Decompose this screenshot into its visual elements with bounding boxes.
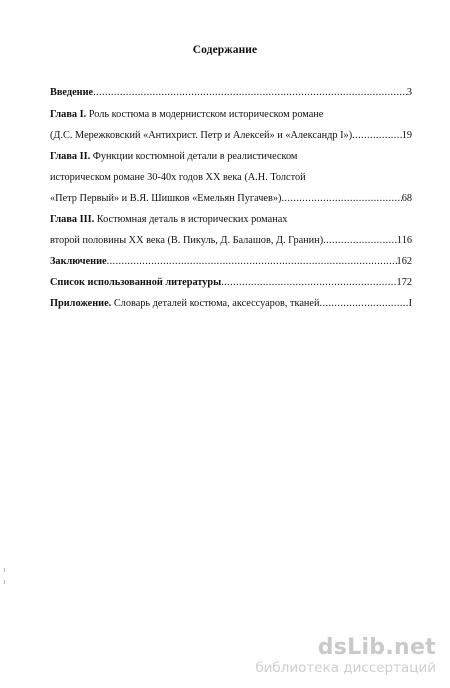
toc-entry-label: Словарь деталей костюма, аксессуаров, тканей: [111, 298, 320, 309]
dot-leader: [323, 230, 397, 251]
toc-entry-conclusion: [50, 251, 412, 272]
dot-leader: [93, 82, 407, 103]
scan-speck: [4, 580, 5, 584]
toc-entry-chapter-number: Глава III.: [50, 214, 95, 225]
toc-entry-appendix: [50, 293, 412, 314]
toc-entry-introduction: [50, 82, 412, 103]
toc-entry-chapter-3-cont: [50, 230, 412, 251]
scan-speck: [4, 568, 5, 572]
page-title: Содержание: [192, 44, 258, 56]
toc-entry-label: Функции костюмной детали в реалистическом: [90, 151, 298, 162]
dot-leader: [107, 251, 397, 272]
toc-entry-bibliography: [50, 272, 412, 293]
dot-leader: [221, 272, 396, 293]
toc-entry-label: (Д.С. Мережковский «Антихрист. Петр и Алексей» и «Александр I»): [50, 130, 353, 141]
toc-entry-chapter-number: Глава I.: [50, 109, 87, 120]
toc-entry-chapter-2-cont: [50, 167, 412, 188]
toc-entry-page: 172: [396, 277, 412, 288]
toc-entry-label: историческом романе 30-40х годов XX века (А.Н. Толстой: [50, 172, 306, 183]
toc-entry-label: второй половины XX века (В. Пикуль, Д. Балашов, Д. Гранин): [50, 235, 324, 246]
watermark: [255, 636, 436, 676]
table-of-contents: [50, 82, 412, 314]
toc-entry-label: Заключение: [50, 256, 107, 267]
toc-entry-label: Костюмная деталь в исторических романах: [94, 214, 288, 225]
toc-entry-chapter-number: Глава II.: [50, 151, 91, 162]
toc-entry-page: 116: [396, 235, 412, 246]
toc-entry-chapter-number: Приложение.: [50, 298, 112, 309]
toc-entry-chapter-2: [50, 146, 412, 167]
watermark-logo: dsLib.net: [317, 635, 436, 660]
toc-entry-chapter-1-cont: [50, 125, 412, 146]
toc-entry-label: «Петр Первый» и В.Я. Шишков «Емельян Пугачев»): [50, 193, 282, 204]
dot-leader: [352, 125, 402, 146]
toc-entry-label: Роль костюма в модернистском историческом романе: [86, 109, 324, 120]
toc-entry-chapter-1: [50, 104, 412, 125]
toc-entry-label: Список использованной литературы: [50, 277, 222, 288]
toc-entry-page: 3: [406, 87, 412, 98]
dot-leader: [320, 293, 409, 314]
toc-entry-chapter-2-cont-2: [50, 188, 412, 209]
toc-entry-page: 68: [401, 193, 412, 204]
toc-entry-page: 19: [401, 130, 412, 141]
dot-leader: [281, 188, 401, 209]
toc-entry-label: Введение: [50, 87, 94, 98]
toc-entry-page: 162: [396, 256, 412, 267]
toc-entry-page: I: [408, 298, 412, 309]
watermark-subtitle: библиотека диссертаций: [255, 660, 436, 676]
toc-entry-chapter-3: [50, 209, 412, 230]
